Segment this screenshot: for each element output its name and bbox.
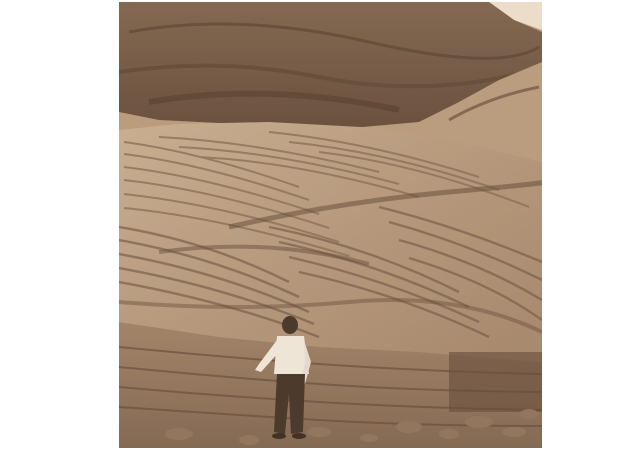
sepia-photograph bbox=[119, 2, 542, 448]
photo-canvas bbox=[119, 2, 542, 448]
sepia-tint bbox=[119, 2, 542, 448]
